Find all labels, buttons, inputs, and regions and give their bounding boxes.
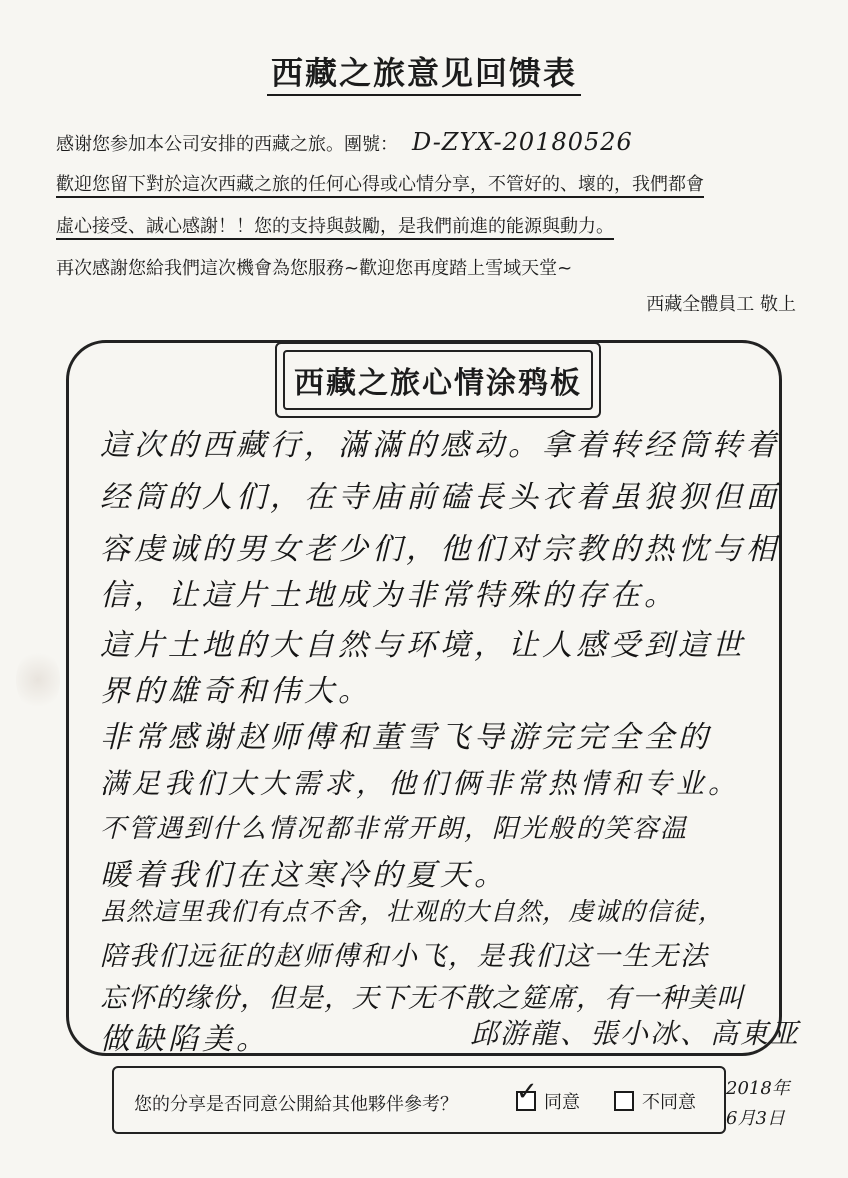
handwritten-line: 做缺陷美。 <box>100 1022 270 1057</box>
handwritten-line: 界的雄奇和伟大。 <box>100 674 372 709</box>
board-title-frame <box>275 342 601 418</box>
signature-names: 邱游龍、張小冰、高東亚 <box>470 1017 801 1050</box>
handwritten-line: 陪我们远征的赵师傅和小飞，是我们这一生无法 <box>100 941 709 972</box>
staff-signoff: 西藏全體員工 敬上 <box>646 294 796 315</box>
handwritten-line: 這次的西藏行，滿滿的感动。拿着转经筒转着 <box>100 428 780 463</box>
paper-stain <box>16 648 60 712</box>
agree-option[interactable] <box>516 1077 580 1114</box>
date-year: 2018年 <box>726 1078 790 1099</box>
handwritten-line: 不管遇到什么情况都非常开朗，阳光般的笑容温 <box>100 814 689 844</box>
handwritten-line: 忘怀的缘份，但是，天下无不散之筵席，有一种美叫 <box>100 983 744 1014</box>
group-number: D-ZYX-20180526 <box>412 128 633 156</box>
intro-thanks-text: 感谢您参加本公司安排的西藏之旅。團號： <box>56 134 398 155</box>
handwritten-line: 暖着我们在这寒冷的夏天。 <box>100 858 508 893</box>
board-title: 西藏之旅心情涂鸦板 <box>283 350 593 410</box>
disagree-option[interactable] <box>614 1088 696 1114</box>
disagree-label: 不同意 <box>642 1092 696 1113</box>
form-title: 西藏之旅意见回馈表 <box>0 48 848 94</box>
consent-question: 您的分享是否同意公開給其他夥伴參考？ <box>134 1094 458 1115</box>
checkmark-icon: ✓ <box>516 1077 538 1107</box>
handwritten-line: 经筒的人们，在寺庙前磕長头衣着虽狼狈但面 <box>100 480 780 515</box>
share-consent-row <box>112 1066 726 1134</box>
agree-label: 同意 <box>544 1092 580 1113</box>
handwritten-line: 虽然這里我们有点不舍，壮观的大自然，虔诚的信徒， <box>100 897 725 926</box>
intro-line-1 <box>56 128 633 156</box>
date-month-day: 6月3日 <box>726 1108 785 1129</box>
handwritten-line: 這片土地的大自然与环境，让人感受到這世 <box>100 628 746 663</box>
intro-line-3: 虛心接受、誠心感謝！！您的支持與鼓勵，是我們前進的能源與動力。 <box>56 216 614 237</box>
agree-checkbox[interactable] <box>516 1077 538 1111</box>
handwritten-line: 非常感谢赵师傅和董雪飞导游完完全全的 <box>100 720 712 755</box>
handwritten-line: 容虔诚的男女老少们，他们对宗教的热忱与相 <box>100 532 780 567</box>
handwritten-line: 信，让這片土地成为非常特殊的存在。 <box>100 578 678 613</box>
disagree-checkbox[interactable] <box>614 1091 634 1111</box>
intro-line-4: 再次感謝您給我們這次機會為您服務~歡迎您再度踏上雪域天堂~ <box>56 258 573 279</box>
intro-line-2: 歡迎您留下對於這次西藏之旅的任何心得或心情分享，不管好的、壞的，我們都會 <box>56 174 704 195</box>
handwritten-line: 满足我们大大需求，他们俩非常热情和专业。 <box>100 767 741 800</box>
